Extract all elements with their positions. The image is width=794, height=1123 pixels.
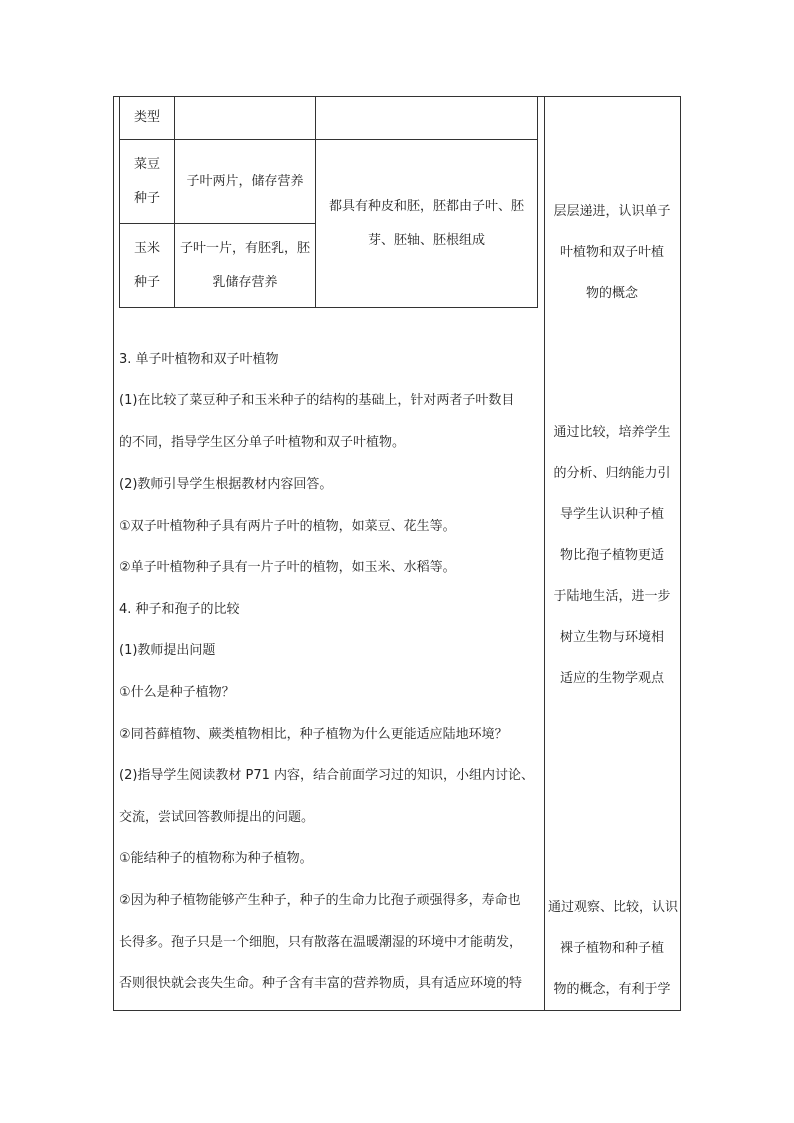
paragraph-line: 交流，尝试回答教师提出的问题。 — [119, 810, 315, 825]
paragraph-line: 的不同，指导学生区分单子叶植物和双子叶植物。 — [119, 435, 406, 450]
paragraph-line: (1)教师提出问题 — [119, 643, 216, 658]
paragraph-line: ②同苔藓植物、蕨类植物相比，种子植物为什么更能适应陆地环境？ — [119, 727, 508, 742]
paragraph-line: 长得多。孢子只是一个细胞，只有散落在温暖潮湿的环境中才能萌发， — [119, 935, 523, 950]
corn-seed-structure: 子叶一片，有胚乳，胚 乳储存营养 — [175, 224, 316, 308]
bean-seed-label: 菜豆 种子 — [120, 140, 175, 224]
paragraph-line: ①双子叶植物种子具有两片子叶的植物，如菜豆、花生等。 — [119, 519, 456, 534]
side-note-1: 层层递进，认识单子 叶植物和双子叶植 物的概念 — [553, 204, 671, 301]
section-heading: 4. 种子和孢子的比较 — [119, 602, 240, 617]
side-note-3: 通过观察、比较，认识 裸子植物和种子植 物的概念，有利于学 — [548, 900, 679, 997]
paragraph-line: ①什么是种子植物？ — [119, 685, 235, 700]
paragraph-line: 否则很快就会丧失生命。种子含有丰富的营养物质，具有适应环境的特 — [119, 976, 523, 991]
seed-comparison-table — [119, 96, 538, 308]
paragraph-line: ②单子叶植物种子具有一片子叶的植物，如玉米、水稻等。 — [119, 560, 456, 575]
column-divider — [544, 96, 545, 1011]
paragraph-line: ②因为种子植物能够产生种子，种子的生命力比孢子顽强得多，寿命也 — [119, 893, 521, 908]
section-heading: 3. 单子叶植物和双子叶植物 — [119, 352, 279, 367]
bean-seed-structure: 子叶两片，储存营养 — [175, 140, 316, 224]
corn-seed-label: 玉米 种子 — [120, 224, 175, 308]
header-empty-cell-2 — [316, 97, 538, 140]
paragraph-line: (2)指导学生阅读教材 P71 内容，结合前面学习过的知识，小组内讨论、 — [119, 768, 535, 783]
side-note-2: 通过比较，培养学生 的分析、归纳能力引 导学生认识种子植 物比孢子植物更适 于陆地生活，进一步 树立生物与环境相 适应的生物学观点 — [553, 425, 671, 686]
header-cell: 类型 — [120, 97, 175, 140]
common-features: 都具有种皮和胚，胚都由子叶、胚 芽、胚轴、胚根组成 — [316, 140, 538, 308]
paragraph-line: (1)在比较了菜豆种子和玉米种子的结构的基础上，针对两者子叶数目 — [119, 393, 515, 408]
paragraph-line: ①能结种子的植物称为种子植物。 — [119, 851, 313, 866]
header-empty-cell — [175, 97, 316, 140]
paragraph-line: (2)教师引导学生根据教材内容回答。 — [119, 477, 333, 492]
